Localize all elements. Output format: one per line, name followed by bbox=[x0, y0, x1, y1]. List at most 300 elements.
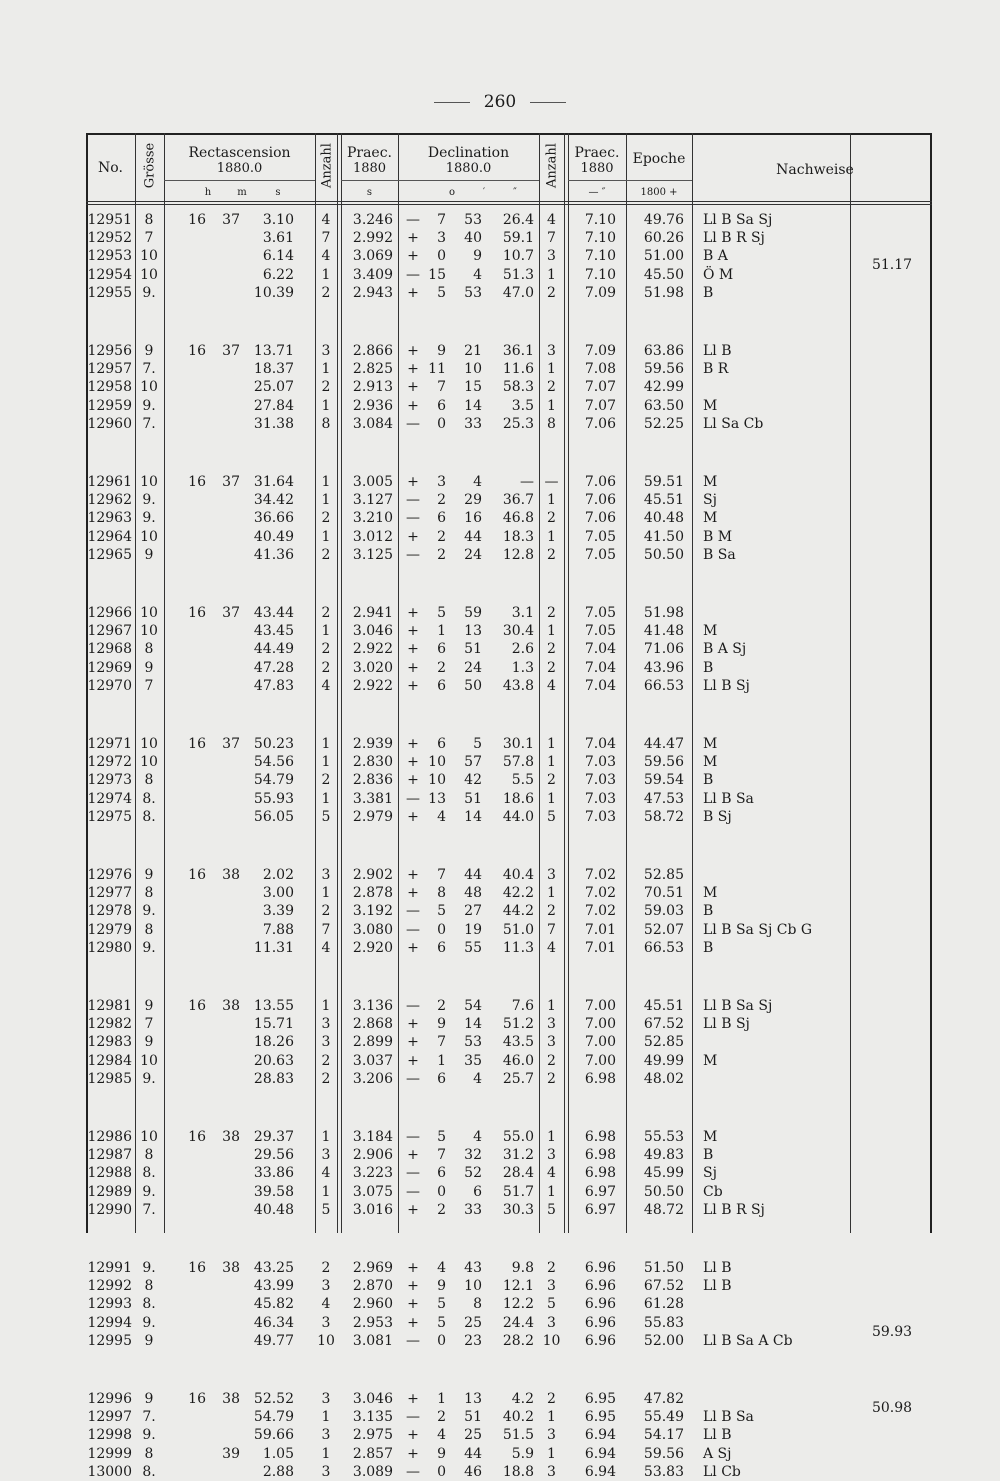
cell-decl-degrees: 0 bbox=[437, 1332, 446, 1349]
cell-decl-minutes: 44 bbox=[464, 867, 482, 883]
cell-anzahl-1: 1 bbox=[321, 885, 331, 902]
cell-decl-sign: — bbox=[406, 492, 420, 509]
cell-praec-2: 6.96 bbox=[584, 1260, 616, 1276]
cell-decl-seconds: 5.9 bbox=[511, 1445, 534, 1462]
cell-decl-seconds: 59.1 bbox=[502, 230, 534, 247]
cell-nachweise: Sj bbox=[703, 492, 717, 509]
cell-decl-degrees: 7 bbox=[437, 1147, 446, 1164]
cell-anzahl-1: 1 bbox=[321, 790, 331, 807]
cell-decl-minutes: 29 bbox=[464, 492, 482, 509]
cell-ra-seconds: 29.37 bbox=[253, 1129, 294, 1145]
cell-anzahl-1: 2 bbox=[321, 510, 331, 527]
cell-ra-seconds: 50.23 bbox=[253, 736, 294, 752]
cell-nachweise: B M bbox=[703, 528, 733, 545]
cell-decl-degrees: 0 bbox=[437, 921, 446, 938]
cell-praec: 2.943 bbox=[352, 284, 393, 301]
cell-anzahl-1: 7 bbox=[321, 921, 331, 938]
cell-nachweise: Ll B Sa Sj bbox=[703, 212, 773, 228]
cell-praec-2: 7.01 bbox=[584, 939, 616, 956]
cell-epoche: 48.72 bbox=[643, 1201, 684, 1218]
cell-groesse: 9 bbox=[144, 867, 154, 883]
cell-groesse: 9. bbox=[142, 284, 156, 301]
cell-ra-seconds: 40.48 bbox=[253, 1201, 294, 1218]
cell-epoche: 54.17 bbox=[643, 1427, 684, 1444]
cell-epoche: 48.02 bbox=[643, 1070, 684, 1087]
cell-anzahl-2: 5 bbox=[547, 1201, 556, 1218]
cell-anzahl-2: 3 bbox=[547, 1034, 556, 1051]
cell-groesse: 9 bbox=[144, 1332, 154, 1349]
cell-decl-minutes: 48 bbox=[464, 885, 482, 902]
cell-ra-seconds: 18.26 bbox=[253, 1034, 294, 1051]
cell-decl-degrees: 9 bbox=[437, 1278, 446, 1295]
cell-decl-seconds: 43.5 bbox=[502, 1034, 534, 1051]
cell-decl-seconds: 12.2 bbox=[502, 1296, 534, 1313]
cell-anzahl-1: 2 bbox=[321, 1070, 331, 1087]
cell-decl-minutes: 4 bbox=[473, 474, 482, 490]
cell-epoche: 61.28 bbox=[643, 1296, 684, 1313]
cell-decl-sign: + bbox=[407, 623, 419, 640]
cell-anzahl-1: 4 bbox=[321, 939, 331, 956]
cell-groesse: 8. bbox=[142, 790, 156, 807]
cell-anzahl-2: 1 bbox=[547, 1183, 556, 1200]
cell-praec-2: 6.98 bbox=[584, 1165, 616, 1182]
cell-epoche: 47.53 bbox=[643, 790, 684, 807]
cell-decl-minutes: 53 bbox=[464, 1034, 482, 1051]
cell-nachweise: B bbox=[703, 903, 714, 920]
cell-epoche: 41.48 bbox=[643, 623, 684, 640]
cell-epoche: 67.52 bbox=[643, 1016, 684, 1033]
cell-decl-seconds: 58.3 bbox=[502, 379, 534, 396]
cell-decl-sign: + bbox=[407, 605, 419, 621]
cell-decl-minutes: 27 bbox=[464, 903, 482, 920]
cell-groesse: 8 bbox=[144, 921, 154, 938]
cell-decl-seconds: 26.4 bbox=[502, 212, 534, 228]
cell-anzahl-2: 2 bbox=[547, 284, 556, 301]
cell-anzahl-1: 3 bbox=[321, 867, 331, 883]
cell-decl-degrees: 1 bbox=[437, 1052, 446, 1069]
cell-ra-seconds: 31.38 bbox=[253, 415, 294, 432]
cell-decl-degrees: 5 bbox=[437, 1129, 446, 1145]
cell-anzahl-2: 1 bbox=[547, 361, 556, 378]
cell-anzahl-1: 3 bbox=[321, 1427, 331, 1444]
cell-decl-sign: + bbox=[407, 736, 419, 752]
cell-epoche: 50.50 bbox=[643, 546, 684, 563]
cell-decl-seconds: 11.3 bbox=[502, 939, 534, 956]
cell-epoche: 53.83 bbox=[643, 1463, 684, 1480]
header-nachweise: Nachweise bbox=[776, 162, 854, 178]
cell-decl-seconds: 18.6 bbox=[502, 790, 534, 807]
cell-epoche: 52.85 bbox=[643, 867, 684, 883]
cell-praec-2: 6.94 bbox=[584, 1427, 616, 1444]
cell-no: 12984 bbox=[87, 1052, 132, 1069]
cell-no: 12997 bbox=[87, 1409, 132, 1426]
cell-anzahl-2: 3 bbox=[547, 1278, 556, 1295]
cell-nachweise: B Sj bbox=[703, 808, 732, 825]
cell-ra-seconds: 44.49 bbox=[253, 641, 294, 658]
cell-decl-sign: + bbox=[407, 1052, 419, 1069]
cell-decl-minutes: 35 bbox=[464, 1052, 482, 1069]
cell-decl-degrees: 6 bbox=[437, 1070, 446, 1087]
cell-groesse: 7 bbox=[144, 677, 154, 694]
header-decl-title: Declination bbox=[427, 145, 510, 161]
cell-nachweise: B R bbox=[703, 361, 729, 378]
cell-decl-degrees: 0 bbox=[437, 1463, 446, 1480]
cell-epoche: 59.51 bbox=[643, 474, 684, 490]
header-praec-year: 1880 bbox=[352, 161, 387, 176]
cell-praec-2: 7.03 bbox=[584, 772, 616, 789]
cell-decl-sign: + bbox=[407, 1445, 419, 1462]
cell-decl-minutes: 19 bbox=[464, 921, 482, 938]
cell-anzahl-2: 8 bbox=[547, 415, 556, 432]
cell-anzahl-1: 2 bbox=[321, 1052, 331, 1069]
cell-no: 12999 bbox=[87, 1445, 132, 1462]
cell-ra-minutes: 37 bbox=[222, 474, 240, 490]
cell-decl-sign: — bbox=[406, 921, 420, 938]
header-decl-epoch: 1880.0 bbox=[445, 161, 492, 176]
header-praec-2-unit: — ″ bbox=[588, 187, 606, 198]
cell-no: 12963 bbox=[87, 510, 132, 527]
cell-decl-sign: + bbox=[407, 1314, 419, 1331]
cell-praec-2: 7.10 bbox=[584, 212, 616, 228]
cell-decl-sign: + bbox=[407, 1260, 419, 1276]
cell-anzahl-1: 10 bbox=[317, 1332, 335, 1349]
cell-groesse: 8 bbox=[144, 1445, 154, 1462]
cell-decl-sign: + bbox=[407, 474, 419, 490]
cell-decl-seconds: 36.1 bbox=[502, 343, 534, 359]
cell-anzahl-1: 3 bbox=[321, 343, 331, 359]
header-praec-2: Praec. bbox=[574, 145, 620, 161]
cell-praec-2: 6.95 bbox=[584, 1409, 616, 1426]
cell-decl-sign: + bbox=[407, 343, 419, 359]
cell-decl-degrees: 11 bbox=[428, 361, 446, 378]
cell-anzahl-1: 5 bbox=[321, 808, 331, 825]
cell-no: 12968 bbox=[87, 641, 132, 658]
cell-praec-2: 7.02 bbox=[584, 903, 616, 920]
cell-praec: 2.868 bbox=[352, 1016, 393, 1033]
cell-praec-2: 7.03 bbox=[584, 790, 616, 807]
cell-anzahl-2: 4 bbox=[547, 1165, 556, 1182]
cell-groesse: 9. bbox=[142, 1260, 156, 1276]
cell-ra-seconds: 54.79 bbox=[253, 772, 294, 789]
cell-decl-sign: — bbox=[406, 266, 420, 283]
cell-decl-sign: — bbox=[406, 1129, 420, 1145]
cell-decl-seconds: 46.8 bbox=[502, 510, 534, 527]
cell-praec-2: 7.05 bbox=[584, 546, 616, 563]
cell-nachweise: Ö M bbox=[703, 266, 734, 283]
cell-ra-seconds: 55.93 bbox=[253, 790, 294, 807]
cell-groesse: 8 bbox=[144, 772, 154, 789]
cell-decl-minutes: 14 bbox=[464, 1016, 482, 1033]
cell-decl-minutes: 24 bbox=[464, 546, 482, 563]
cell-praec-2: 7.10 bbox=[584, 248, 616, 265]
cell-ra-seconds: 3.61 bbox=[262, 230, 294, 247]
cell-decl-degrees: 7 bbox=[437, 379, 446, 396]
cell-anzahl-1: 4 bbox=[321, 1296, 331, 1313]
cell-epoche: 63.86 bbox=[643, 343, 684, 359]
cell-groesse: 10 bbox=[140, 1129, 158, 1145]
cell-praec: 2.941 bbox=[352, 605, 393, 621]
cell-decl-seconds: 47.0 bbox=[502, 284, 534, 301]
cell-decl-minutes: 51 bbox=[464, 641, 482, 658]
cell-decl-seconds: 57.8 bbox=[502, 754, 534, 771]
cell-anzahl-1: 1 bbox=[321, 528, 331, 545]
header-no: No. bbox=[98, 160, 123, 176]
cell-ra-hours: 16 bbox=[188, 867, 206, 883]
cell-decl-degrees: 5 bbox=[437, 1314, 446, 1331]
cell-anzahl-2: 3 bbox=[547, 1314, 556, 1331]
cell-praec: 2.825 bbox=[352, 361, 393, 378]
cell-ra-seconds: 10.39 bbox=[253, 284, 294, 301]
cell-anzahl-1: 1 bbox=[321, 754, 331, 771]
cell-ra-seconds: 47.83 bbox=[253, 677, 294, 694]
cell-nachweise: B bbox=[703, 772, 714, 789]
cell-decl-sign: + bbox=[407, 867, 419, 883]
cell-groesse: 8. bbox=[142, 1463, 156, 1480]
cell-anzahl-1: 1 bbox=[321, 1183, 331, 1200]
cell-nachweise: Ll B Sa bbox=[703, 790, 754, 807]
column-rule bbox=[564, 133, 565, 1233]
cell-nachweise: Ll B R Sj bbox=[703, 230, 765, 247]
cell-decl-degrees: 2 bbox=[437, 1409, 446, 1426]
cell-groesse: 9. bbox=[142, 397, 156, 414]
cell-decl-seconds: 43.8 bbox=[502, 677, 534, 694]
cell-decl-seconds: 40.2 bbox=[502, 1409, 534, 1426]
cell-anzahl-1: 1 bbox=[321, 1445, 331, 1462]
cell-decl-seconds: 9.8 bbox=[511, 1260, 534, 1276]
column-rule bbox=[164, 133, 165, 1233]
cell-decl-degrees: 0 bbox=[437, 1183, 446, 1200]
column-rule bbox=[850, 133, 851, 1233]
cell-decl-seconds: 25.7 bbox=[502, 1070, 534, 1087]
cell-epoche: 45.51 bbox=[643, 998, 684, 1014]
cell-decl-sign: + bbox=[407, 1427, 419, 1444]
cell-decl-seconds: 46.0 bbox=[502, 1052, 534, 1069]
cell-praec-2: 7.04 bbox=[584, 736, 616, 752]
cell-anzahl-2: — bbox=[544, 474, 559, 490]
cell-praec: 3.012 bbox=[352, 528, 393, 545]
cell-epoche: 71.06 bbox=[643, 641, 684, 658]
cell-anzahl-2: 1 bbox=[547, 1409, 556, 1426]
cell-epoche: 59.54 bbox=[643, 772, 684, 789]
cell-nachweise: Ll B bbox=[703, 343, 732, 359]
cell-nachweise: Ll B R Sj bbox=[703, 1201, 765, 1218]
cell-nachweise: Sj bbox=[703, 1165, 717, 1182]
header-epoche: Epoche bbox=[632, 151, 686, 167]
cell-praec: 3.089 bbox=[352, 1463, 393, 1480]
cell-decl-degrees: 5 bbox=[437, 605, 446, 621]
cell-groesse: 9 bbox=[144, 1391, 154, 1407]
cell-ra-seconds: 13.55 bbox=[253, 998, 294, 1014]
cell-decl-seconds: 55.0 bbox=[502, 1129, 534, 1145]
cell-praec: 2.857 bbox=[352, 1445, 393, 1462]
cell-decl-minutes: 44 bbox=[464, 528, 482, 545]
cell-praec-2: 7.03 bbox=[584, 808, 616, 825]
cell-nachweise: Ll B Sj bbox=[703, 1016, 750, 1033]
cell-praec-2: 7.02 bbox=[584, 867, 616, 883]
cell-praec-2: 7.06 bbox=[584, 510, 616, 527]
cell-decl-sign: + bbox=[407, 397, 419, 414]
cell-decl-seconds: 12.8 bbox=[502, 546, 534, 563]
cell-decl-degrees: 7 bbox=[437, 1034, 446, 1051]
cell-anzahl-2: 1 bbox=[547, 1445, 556, 1462]
cell-anzahl-1: 2 bbox=[321, 659, 331, 676]
cell-praec-2: 7.03 bbox=[584, 754, 616, 771]
cell-praec: 3.409 bbox=[352, 266, 393, 283]
cell-groesse: 7. bbox=[142, 415, 156, 432]
cell-decl-degrees: 2 bbox=[437, 492, 446, 509]
cell-praec-2: 6.98 bbox=[584, 1147, 616, 1164]
cell-anzahl-1: 1 bbox=[321, 474, 331, 490]
cell-anzahl-2: 5 bbox=[547, 1296, 556, 1313]
cell-decl-minutes: 51 bbox=[464, 790, 482, 807]
cell-decl-minutes: 24 bbox=[464, 659, 482, 676]
cell-decl-degrees: 2 bbox=[437, 546, 446, 563]
cell-decl-sign: + bbox=[407, 1147, 419, 1164]
cell-groesse: 9. bbox=[142, 1314, 156, 1331]
cell-decl-sign: — bbox=[406, 510, 420, 527]
cell-praec-2: 6.98 bbox=[584, 1129, 616, 1145]
cell-praec: 3.136 bbox=[352, 998, 393, 1014]
cell-nachweise: A Sj bbox=[703, 1445, 732, 1462]
cell-ra-seconds: 13.71 bbox=[253, 343, 294, 359]
cell-no: 12957 bbox=[87, 361, 132, 378]
cell-ra-seconds: 20.63 bbox=[253, 1052, 294, 1069]
cell-anzahl-2: 2 bbox=[547, 510, 556, 527]
cell-anzahl-2: 2 bbox=[547, 903, 556, 920]
cell-anzahl-1: 2 bbox=[321, 772, 331, 789]
cell-praec-2: 7.08 bbox=[584, 361, 616, 378]
cell-decl-minutes: 43 bbox=[464, 1260, 482, 1276]
cell-no: 12956 bbox=[87, 343, 132, 359]
cell-epoche: 66.53 bbox=[643, 939, 684, 956]
cell-groesse: 10 bbox=[140, 379, 158, 396]
cell-epoche: 45.99 bbox=[643, 1165, 684, 1182]
header-praec: Praec. bbox=[346, 145, 393, 161]
cell-epoche: 51.50 bbox=[643, 1260, 684, 1276]
cell-anzahl-1: 1 bbox=[321, 266, 331, 283]
cell-decl-seconds: 30.4 bbox=[502, 623, 534, 640]
cell-decl-degrees: 7 bbox=[437, 867, 446, 883]
cell-no: 12967 bbox=[87, 623, 132, 640]
cell-epoche: 60.26 bbox=[643, 230, 684, 247]
header-ra-unit-h: h bbox=[204, 187, 212, 198]
cell-anzahl-2: 2 bbox=[547, 1052, 556, 1069]
cell-decl-sign: + bbox=[407, 939, 419, 956]
cell-ra-seconds: 54.79 bbox=[253, 1409, 294, 1426]
cell-decl-seconds: 7.6 bbox=[511, 998, 534, 1014]
cell-decl-degrees: 6 bbox=[437, 510, 446, 527]
cell-praec: 3.206 bbox=[352, 1070, 393, 1087]
cell-groesse: 8. bbox=[142, 1165, 156, 1182]
cell-ra-seconds: 34.42 bbox=[253, 492, 294, 509]
cell-no: 12991 bbox=[87, 1260, 132, 1276]
cell-praec-2: 7.00 bbox=[584, 998, 616, 1014]
cell-decl-seconds: 36.7 bbox=[502, 492, 534, 509]
cell-decl-sign: + bbox=[407, 659, 419, 676]
cell-nachweise: B A Sj bbox=[703, 641, 747, 658]
cell-groesse: 9. bbox=[142, 510, 156, 527]
cell-nachweise: M bbox=[703, 1129, 718, 1145]
cell-praec-2: 6.96 bbox=[584, 1296, 616, 1313]
cell-praec: 3.246 bbox=[352, 212, 393, 228]
cell-groesse: 9 bbox=[144, 998, 154, 1014]
cell-epoche: 43.96 bbox=[643, 659, 684, 676]
cell-praec-2: 6.94 bbox=[584, 1445, 616, 1462]
cell-decl-degrees: 4 bbox=[437, 1427, 446, 1444]
cell-decl-seconds: 51.7 bbox=[502, 1183, 534, 1200]
cell-decl-minutes: 25 bbox=[464, 1314, 482, 1331]
cell-nachweise: B Sa bbox=[703, 546, 736, 563]
cell-decl-degrees: 10 bbox=[428, 772, 446, 789]
cell-ra-seconds: 31.64 bbox=[253, 474, 294, 490]
cell-anzahl-1: 5 bbox=[321, 1201, 331, 1218]
cell-groesse: 7. bbox=[142, 1201, 156, 1218]
cell-ra-seconds: 2.02 bbox=[262, 867, 294, 883]
cell-no: 12987 bbox=[87, 1147, 132, 1164]
cell-praec: 3.046 bbox=[352, 1391, 393, 1407]
cell-groesse: 9 bbox=[144, 546, 154, 563]
cell-no: 12970 bbox=[87, 677, 132, 694]
cell-praec: 3.135 bbox=[352, 1409, 393, 1426]
cell-ra-seconds: 11.31 bbox=[253, 939, 294, 956]
cell-anzahl-1: 3 bbox=[321, 1278, 331, 1295]
cell-decl-degrees: 3 bbox=[437, 230, 446, 247]
cell-decl-seconds: 24.4 bbox=[502, 1314, 534, 1331]
cell-anzahl-1: 1 bbox=[321, 998, 331, 1014]
column-rule bbox=[626, 133, 627, 1233]
cell-no: 12954 bbox=[87, 266, 132, 283]
cell-no: 12960 bbox=[87, 415, 132, 432]
cell-decl-sign: + bbox=[407, 677, 419, 694]
cell-anzahl-2: 1 bbox=[547, 492, 556, 509]
cell-praec-2: 7.06 bbox=[584, 474, 616, 490]
cell-groesse: 7 bbox=[144, 1016, 154, 1033]
cell-ra-hours: 16 bbox=[188, 343, 206, 359]
cell-ra-seconds: 41.36 bbox=[253, 546, 294, 563]
cell-groesse: 9. bbox=[142, 1427, 156, 1444]
cell-ra-seconds: 3.00 bbox=[262, 885, 294, 902]
cell-anzahl-2: 10 bbox=[542, 1332, 561, 1349]
cell-praec-2: 7.04 bbox=[584, 641, 616, 658]
cell-praec-2: 7.05 bbox=[584, 528, 616, 545]
cell-decl-sign: + bbox=[407, 808, 419, 825]
cell-anzahl-1: 1 bbox=[321, 1129, 331, 1145]
cell-ra-seconds: 6.14 bbox=[262, 248, 294, 265]
cell-decl-sign: + bbox=[407, 885, 419, 902]
cell-praec: 2.922 bbox=[352, 677, 393, 694]
cell-groesse: 9. bbox=[142, 1070, 156, 1087]
cell-decl-degrees: 1 bbox=[437, 623, 446, 640]
cell-nachweise: Cb bbox=[703, 1183, 723, 1200]
cell-anzahl-1: 3 bbox=[321, 1016, 331, 1033]
cell-anzahl-2: 2 bbox=[547, 772, 556, 789]
cell-groesse: 10 bbox=[140, 1052, 158, 1069]
cell-decl-seconds: 25.3 bbox=[502, 415, 534, 432]
cell-ra-minutes: 37 bbox=[222, 605, 240, 621]
column-rule bbox=[135, 133, 136, 1233]
cell-decl-seconds: 31.2 bbox=[502, 1147, 534, 1164]
cell-ra-minutes: 37 bbox=[222, 736, 240, 752]
cell-epoche: 51.00 bbox=[643, 248, 684, 265]
cell-praec-2: 6.96 bbox=[584, 1332, 616, 1349]
cell-decl-sign: + bbox=[407, 230, 419, 247]
cell-praec: 2.878 bbox=[352, 885, 393, 902]
cell-decl-sign: — bbox=[406, 998, 420, 1014]
cell-no: 12996 bbox=[87, 1391, 132, 1407]
page-number-left-dash bbox=[434, 102, 470, 103]
cell-decl-degrees: 4 bbox=[437, 808, 446, 825]
cell-decl-sign: + bbox=[407, 1201, 419, 1218]
